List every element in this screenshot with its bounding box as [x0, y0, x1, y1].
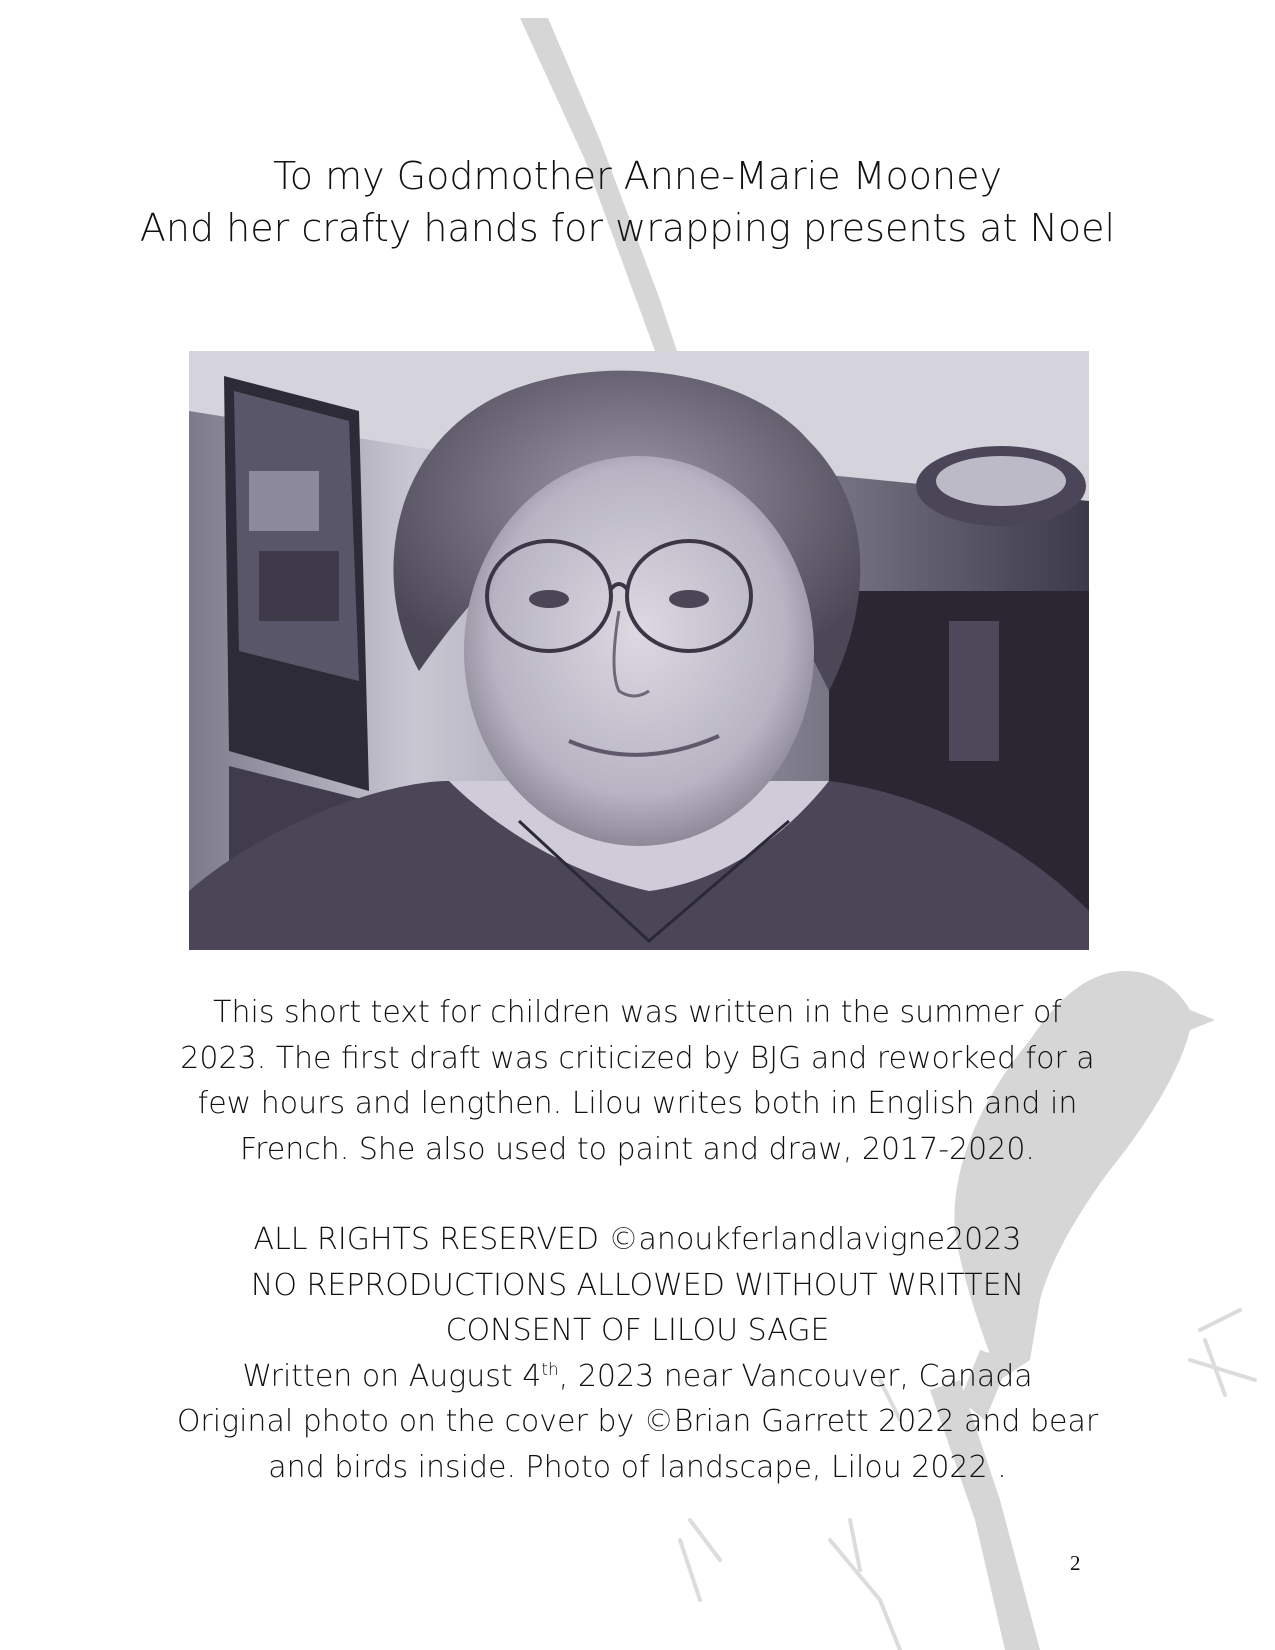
- description-paragraph: This short text for children was written in the summer of 2023. The first draft was criticized by BJG and reworked for a few hours and lengthen. Lilou writes both in English and in French. She also used to paint and draw, 2017-2020.: [180, 995, 1095, 1167]
- rights-block: [175, 1217, 1100, 1490]
- dedication-line-2: And her crafty hands for wrapping presents at Noel: [139, 206, 1116, 250]
- written-date-line: [175, 1354, 1100, 1400]
- rights-line-2: NO REPRODUCTIONS ALLOWED WITHOUT WRITTEN CONSENT OF LILOU SAGE: [250, 1267, 1025, 1348]
- written-date-suffix: , 2023 near Vancouver, Canada: [558, 1358, 1033, 1394]
- written-date-sup: th: [541, 1359, 559, 1380]
- rights-line-1: ALL RIGHTS RESERVED ©anoukferlandlavigne2023: [253, 1222, 1022, 1257]
- dedication-line-1: To my Godmother Anne-Marie Mooney: [272, 154, 1002, 198]
- dedication: [0, 150, 1275, 254]
- written-date-prefix: Written on August 4: [242, 1358, 542, 1394]
- portrait-photo: [189, 351, 1089, 950]
- page-number: 2: [1070, 1551, 1081, 1575]
- body-text: [175, 990, 1100, 1490]
- photo-credits: Original photo on the cover by ©Brian Garrett 2022 and bear and birds inside. Photo of landscape, Lilou 2022 .: [176, 1404, 1099, 1485]
